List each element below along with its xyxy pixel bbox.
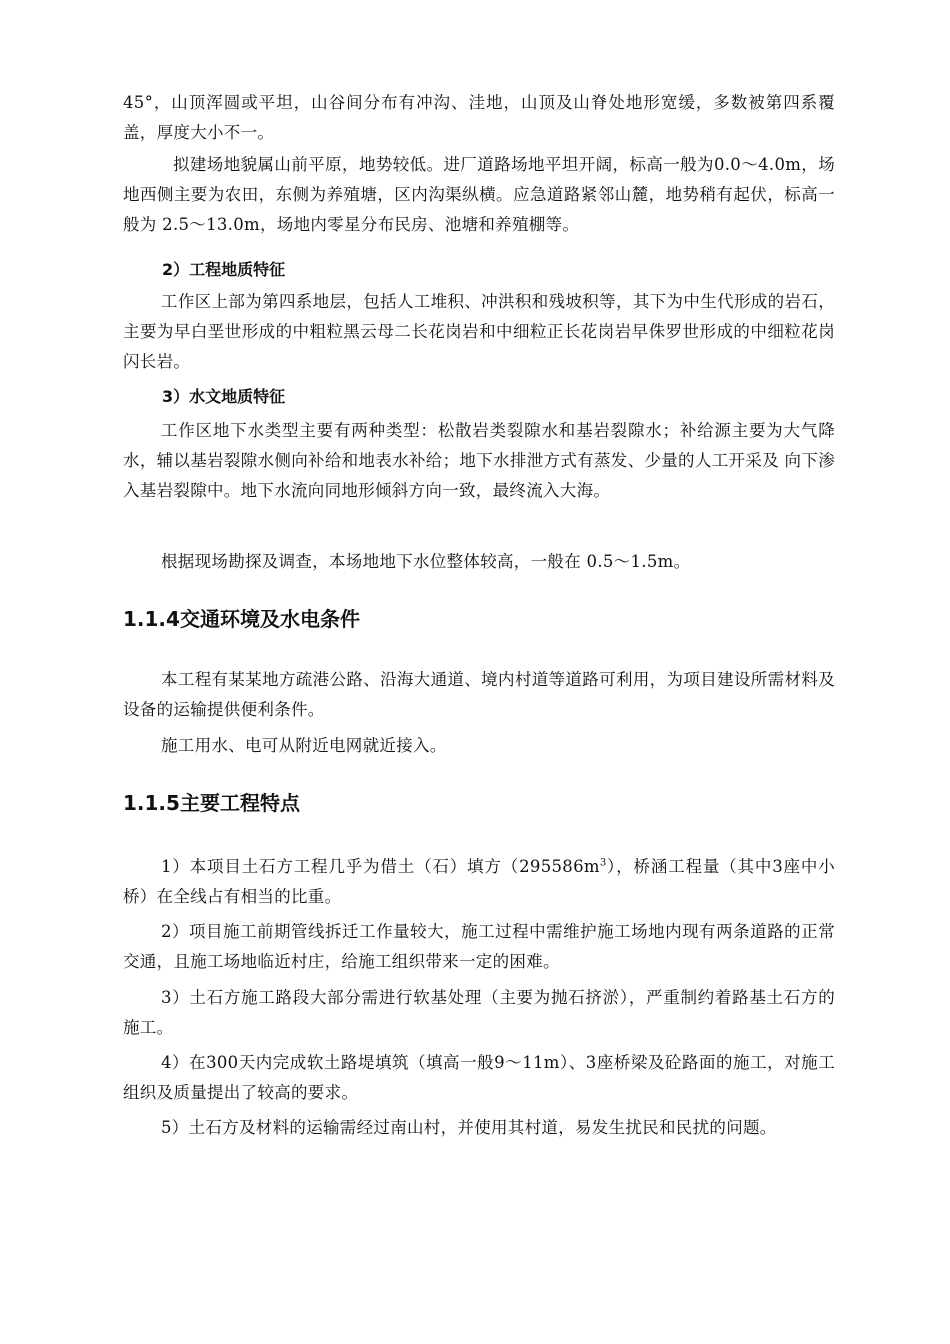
paragraph-groundwater-level: 根据现场勘探及调查，本场地地下水位整体较高，一般在 0.5～1.5m。 [161,552,691,571]
list-item-2: 2）项目施工前期管线拆迁工作量较大，施工过程中需维护施工场地内现有两条道路的正常交通，且施工场地临近村庄，给施工组织带来一定的困难。 [123,922,835,971]
paragraph-site-landform: 拟建场地貌属山前平原，地势较低。进厂道路场地平坦开阔，标高一般为0.0～4.0m，场地西侧主要为农田，东侧为养殖塘，区内沟渠纵横。应急道路紧邻山麓，地势稍有起伏，标高一般为 2.5～13.0m，场地内零星分布民房、池塘和养殖棚等。 [123,155,835,234]
list-item-5: 5）土石方及材料的运输需经过南山村，并使用其村道，易发生扰民和民扰的问题。 [161,1118,777,1137]
list-item-3: 3）土石方施工路段大部分需进行软基处理（主要为抛石挤淤），严重制约着路基土石方的施工。 [123,988,835,1037]
paragraph-utilities: 施工用水、电可从附近电网就近接入。 [161,736,447,755]
section-heading-1-1-4: 1.1.4交通环境及水电条件 [123,607,360,631]
section-heading-1-1-5: 1.1.5主要工程特点 [123,791,300,815]
subheading-hydrogeology: 3）水文地质特征 [162,387,286,406]
list-item-4: 4）在300天内完成软土路堤填筑（填高一般9～11m）、3座桥梁及砼路面的施工，对施工组织及质量提出了较高的要求。 [123,1053,835,1102]
paragraph-traffic: 本工程有某某地方疏港公路、沿海大通道、境内村道等道路可利用，为项目建设所需材料及设备的运输提供便利条件。 [123,670,835,719]
list-item-1-text-b: ），桥涵工程量（其中3座中小桥）在全线占有相当的比重。 [123,857,836,906]
paragraph-hydrogeology: 工作区地下水类型主要有两种类型：松散岩类裂隙水和基岩裂隙水；补给源主要为大气降水，辅以基岩裂隙水侧向补给和地表水补给；地下水排泄方式有蒸发、少量的人工开采及 向下渗入基岩裂隙中。地下水流向同地形倾斜方向一致，最终流入大海。 [123,421,835,500]
paragraph-terrain-continued: 45°，山顶浑圆或平坦，山谷间分布有冲沟、洼地，山顶及山脊处地形宽缓，多数被第四系覆盖，厚度大小不一。 [123,93,835,142]
superscript-cubic: 3 [599,857,607,869]
list-item-1-text-a: 1）本项目土石方工程几乎为借土（石）填方（295586m [161,857,600,876]
paragraph-engineering-geology: 工作区上部为第四系地层，包括人工堆积、冲洪积和残坡积等，其下为中生代形成的岩石，主要为早白垩世形成的中粗粒黑云母二长花岗岩和中细粒正长花岗岩早侏罗世形成的中细粒花岗闪长岩。 [123,292,835,371]
subheading-engineering-geology: 2）工程地质特征 [162,260,286,279]
list-item-1 [123,852,835,912]
